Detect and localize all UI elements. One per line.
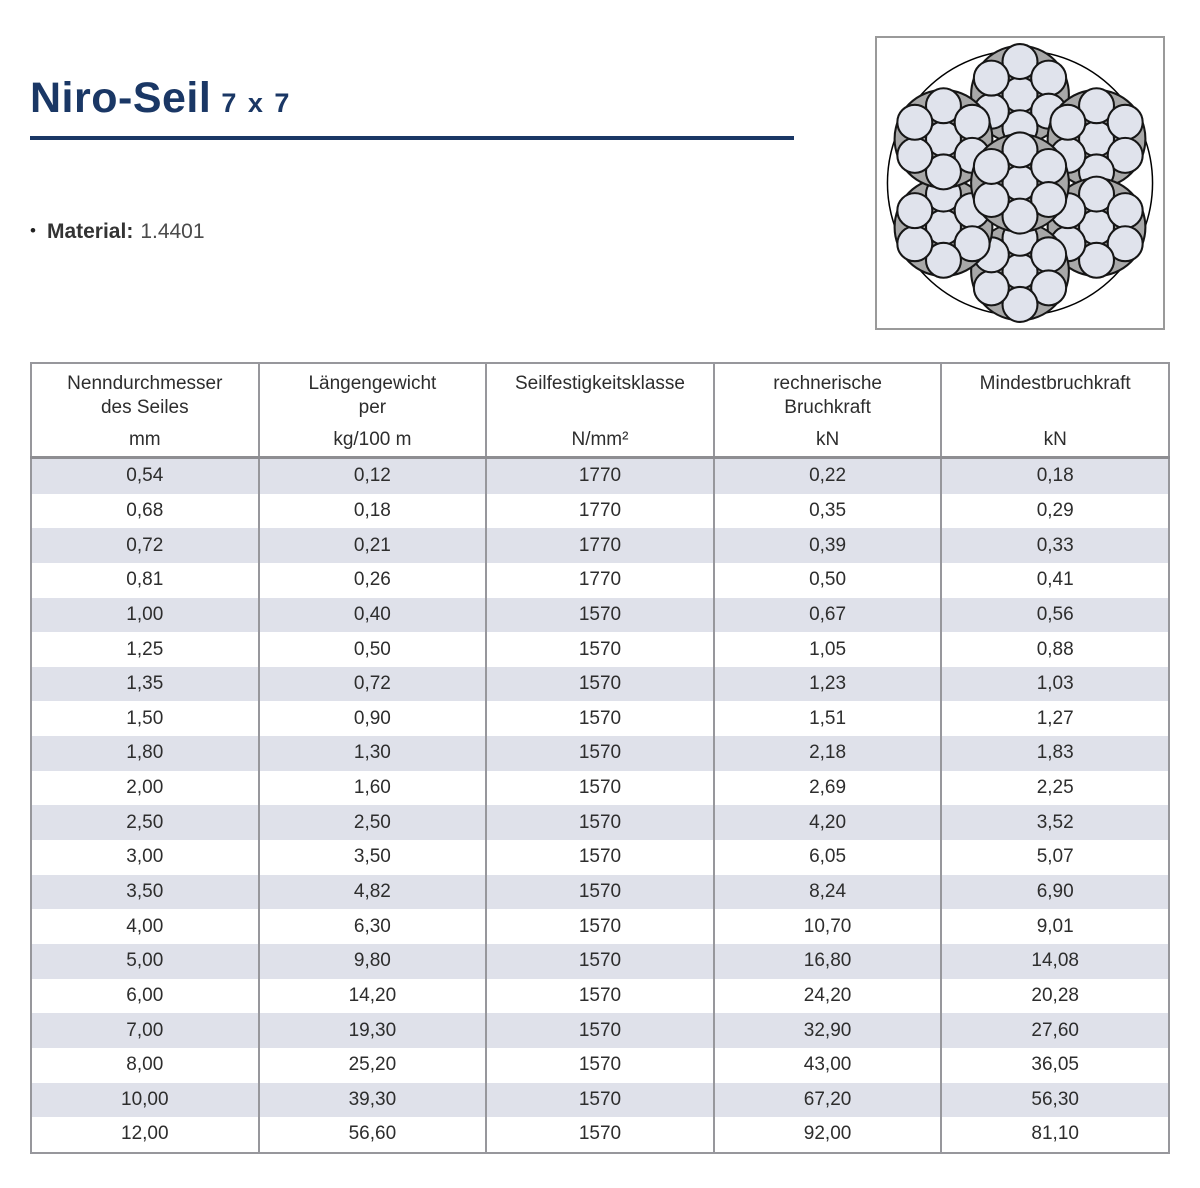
table-cell: 1770 bbox=[486, 563, 714, 598]
table-cell: 14,20 bbox=[259, 979, 487, 1014]
wire bbox=[974, 61, 1009, 96]
table-cell: 1,35 bbox=[126, 673, 164, 695]
wire bbox=[897, 138, 932, 173]
table-row bbox=[31, 1083, 1169, 1118]
title-underline bbox=[30, 136, 794, 140]
table-cell: 1570 bbox=[486, 1083, 714, 1118]
table-cell: 0,18 bbox=[941, 458, 1169, 494]
table-cell: 0,26 bbox=[259, 563, 487, 598]
table-cell: 2,50 bbox=[259, 805, 487, 840]
table-cell: 1570 bbox=[486, 598, 714, 633]
table-row bbox=[31, 667, 1169, 702]
table-cell: 0,40 bbox=[259, 598, 487, 633]
table-cell: 92,00 bbox=[714, 1117, 942, 1153]
page-title bbox=[30, 74, 291, 123]
table-cell: 0,33 bbox=[941, 528, 1169, 563]
table-cell: 5,07 bbox=[941, 840, 1169, 875]
header-cell bbox=[714, 363, 942, 458]
material-value: 1.4401 bbox=[140, 220, 205, 243]
table-cell: 1,27 bbox=[941, 701, 1169, 736]
table-cell: 1,05 bbox=[714, 632, 942, 667]
table-cell: 6,90 bbox=[941, 875, 1169, 910]
wire bbox=[897, 226, 932, 261]
table-cell: 1,80 bbox=[126, 742, 164, 764]
table-row bbox=[31, 736, 1169, 771]
table-cell: 1,50 bbox=[126, 707, 164, 729]
table-row bbox=[31, 944, 1169, 979]
table-cell: 0,90 bbox=[259, 701, 487, 736]
wire bbox=[1031, 237, 1066, 272]
table-cell: 0,81 bbox=[126, 569, 164, 591]
table-cell: 0,21 bbox=[259, 528, 487, 563]
table-cell: 0,41 bbox=[941, 563, 1169, 598]
table-cell: 4,00 bbox=[126, 915, 164, 937]
table-cell: 2,25 bbox=[941, 771, 1169, 806]
wire bbox=[974, 182, 1009, 217]
table-cell: 0,72 bbox=[259, 667, 487, 702]
wire bbox=[974, 270, 1009, 305]
wire bbox=[955, 105, 990, 140]
table-cell: 1570 bbox=[486, 632, 714, 667]
table-cell: 9,01 bbox=[941, 909, 1169, 944]
table-cell: 10,00 bbox=[121, 1088, 169, 1110]
table-cell: 2,18 bbox=[714, 736, 942, 771]
table-row bbox=[31, 528, 1169, 563]
table-row bbox=[31, 1013, 1169, 1048]
column-unit: kN bbox=[815, 429, 840, 450]
rope-cross-section-diagram bbox=[875, 36, 1165, 330]
table-cell: 0,22 bbox=[714, 458, 942, 494]
table-cell: 0,68 bbox=[126, 499, 164, 521]
table-cell: 1570 bbox=[486, 840, 714, 875]
table-cell: 1570 bbox=[486, 875, 714, 910]
table-row bbox=[31, 494, 1169, 529]
table-cell: 32,90 bbox=[714, 1013, 942, 1048]
table-cell: 1570 bbox=[486, 1013, 714, 1048]
table-cell: 0,29 bbox=[941, 494, 1169, 529]
column-unit: N/mm² bbox=[571, 429, 629, 450]
wire bbox=[1031, 149, 1066, 184]
table-cell: 1,30 bbox=[259, 736, 487, 771]
table-cell: 1,25 bbox=[126, 638, 164, 660]
table-cell: 24,20 bbox=[714, 979, 942, 1014]
table-cell: 3,50 bbox=[259, 840, 487, 875]
table-cell: 0,67 bbox=[714, 598, 942, 633]
table-cell: 0,50 bbox=[259, 632, 487, 667]
table-row bbox=[31, 1048, 1169, 1083]
column-unit: kg/100 m bbox=[333, 429, 412, 450]
table-cell: 1,23 bbox=[714, 667, 942, 702]
table-cell: 1770 bbox=[486, 458, 714, 494]
rope-construction: 7 x 7 bbox=[221, 88, 292, 118]
table-cell: 25,20 bbox=[259, 1048, 487, 1083]
table-cell: 1570 bbox=[486, 701, 714, 736]
table-cell: 0,50 bbox=[714, 563, 942, 598]
table-row bbox=[31, 840, 1169, 875]
table-cell: 1,00 bbox=[126, 603, 164, 625]
header-cell bbox=[941, 363, 1169, 458]
table-row bbox=[31, 701, 1169, 736]
table-cell: 67,20 bbox=[714, 1083, 942, 1118]
table-cell: 1570 bbox=[486, 979, 714, 1014]
table-cell: 0,35 bbox=[714, 494, 942, 529]
table-cell: 19,30 bbox=[259, 1013, 487, 1048]
spec-table-body bbox=[31, 458, 1169, 1153]
header-cell bbox=[31, 363, 259, 458]
column-label: Mindestbruchkraft bbox=[979, 373, 1131, 394]
wire bbox=[1050, 105, 1085, 140]
bullet-icon: • bbox=[30, 221, 36, 240]
table-cell: 1570 bbox=[486, 667, 714, 702]
spec-table-header bbox=[31, 363, 1169, 458]
table-cell: 2,69 bbox=[714, 771, 942, 806]
header-cell bbox=[259, 363, 487, 458]
table-cell: 27,60 bbox=[941, 1013, 1169, 1048]
table-cell: 10,70 bbox=[714, 909, 942, 944]
table-cell: 1570 bbox=[486, 1048, 714, 1083]
table-cell: 0,54 bbox=[126, 465, 164, 487]
table-cell: 9,80 bbox=[259, 944, 487, 979]
table-cell: 7,00 bbox=[126, 1019, 164, 1041]
table-cell: 3,00 bbox=[126, 846, 164, 868]
wire bbox=[1108, 193, 1143, 228]
table-cell: 1570 bbox=[486, 771, 714, 806]
wire bbox=[1031, 61, 1066, 96]
table-cell: 1570 bbox=[486, 944, 714, 979]
table-cell: 0,18 bbox=[259, 494, 487, 529]
table-cell: 4,82 bbox=[259, 875, 487, 910]
table-row bbox=[31, 598, 1169, 633]
table-cell: 56,60 bbox=[259, 1117, 487, 1153]
rope-cross-section-drawing bbox=[879, 40, 1161, 326]
column-label: Längengewicht per bbox=[308, 373, 437, 418]
column-unit: kN bbox=[1043, 429, 1067, 450]
column-label: Nenndurchmesser des Seiles bbox=[67, 373, 223, 418]
table-row bbox=[31, 909, 1169, 944]
table-cell: 1570 bbox=[486, 805, 714, 840]
table-cell: 1570 bbox=[486, 736, 714, 771]
table-cell: 3,52 bbox=[941, 805, 1169, 840]
table-cell: 81,10 bbox=[941, 1117, 1169, 1153]
header-cell bbox=[486, 363, 714, 458]
table-cell: 56,30 bbox=[941, 1083, 1169, 1118]
table-row bbox=[31, 632, 1169, 667]
table-cell: 2,00 bbox=[126, 777, 164, 799]
table-row bbox=[31, 979, 1169, 1014]
column-label: rechnerische Bruchkraft bbox=[773, 373, 882, 418]
table-cell: 1570 bbox=[486, 909, 714, 944]
material-label: Material: bbox=[46, 220, 134, 243]
table-cell: 1770 bbox=[486, 528, 714, 563]
table-cell: 8,24 bbox=[714, 875, 942, 910]
table-cell: 12,00 bbox=[121, 1123, 169, 1145]
table-row bbox=[31, 458, 1169, 494]
table-cell: 3,50 bbox=[126, 881, 164, 902]
product-name: Niro-Seil bbox=[30, 74, 212, 122]
wire bbox=[897, 193, 932, 228]
column-label: Seilfestigkeitsklasse bbox=[514, 373, 685, 394]
table-cell: 1,60 bbox=[259, 771, 487, 806]
table-cell: 20,28 bbox=[941, 979, 1169, 1014]
table-cell: 0,12 bbox=[259, 458, 487, 494]
material-line bbox=[30, 220, 205, 244]
table-cell: 1,03 bbox=[941, 667, 1169, 702]
table-cell: 1,83 bbox=[941, 736, 1169, 771]
table-cell: 14,08 bbox=[941, 944, 1169, 979]
table-row bbox=[31, 563, 1169, 598]
wire bbox=[974, 149, 1009, 184]
table-cell: 36,05 bbox=[941, 1048, 1169, 1083]
table-cell: 39,30 bbox=[259, 1083, 487, 1118]
table-cell: 6,30 bbox=[259, 909, 487, 944]
table-cell: 6,05 bbox=[714, 840, 942, 875]
header-row bbox=[31, 363, 1169, 458]
table-cell: 6,00 bbox=[126, 984, 164, 1006]
table-cell: 1570 bbox=[486, 1117, 714, 1153]
table-cell: 0,56 bbox=[941, 598, 1169, 633]
table-row bbox=[31, 771, 1169, 806]
table-cell: 0,88 bbox=[941, 632, 1169, 667]
wire bbox=[897, 105, 932, 140]
table-row bbox=[31, 1117, 1169, 1153]
column-unit: mm bbox=[128, 429, 161, 450]
table-cell: 0,39 bbox=[714, 528, 942, 563]
table-cell: 16,80 bbox=[714, 944, 942, 979]
wire bbox=[1108, 105, 1143, 140]
table-cell: 2,50 bbox=[126, 811, 164, 833]
table-row bbox=[31, 805, 1169, 840]
table-cell: 1770 bbox=[486, 494, 714, 529]
table-cell: 5,00 bbox=[126, 950, 164, 972]
table-cell: 8,00 bbox=[126, 1054, 164, 1076]
table-cell: 1,51 bbox=[714, 701, 942, 736]
table-cell: 0,72 bbox=[126, 534, 164, 556]
table-cell: 43,00 bbox=[714, 1048, 942, 1083]
table-row bbox=[31, 875, 1169, 910]
table-cell: 4,20 bbox=[714, 805, 942, 840]
spec-table bbox=[30, 362, 1170, 1154]
